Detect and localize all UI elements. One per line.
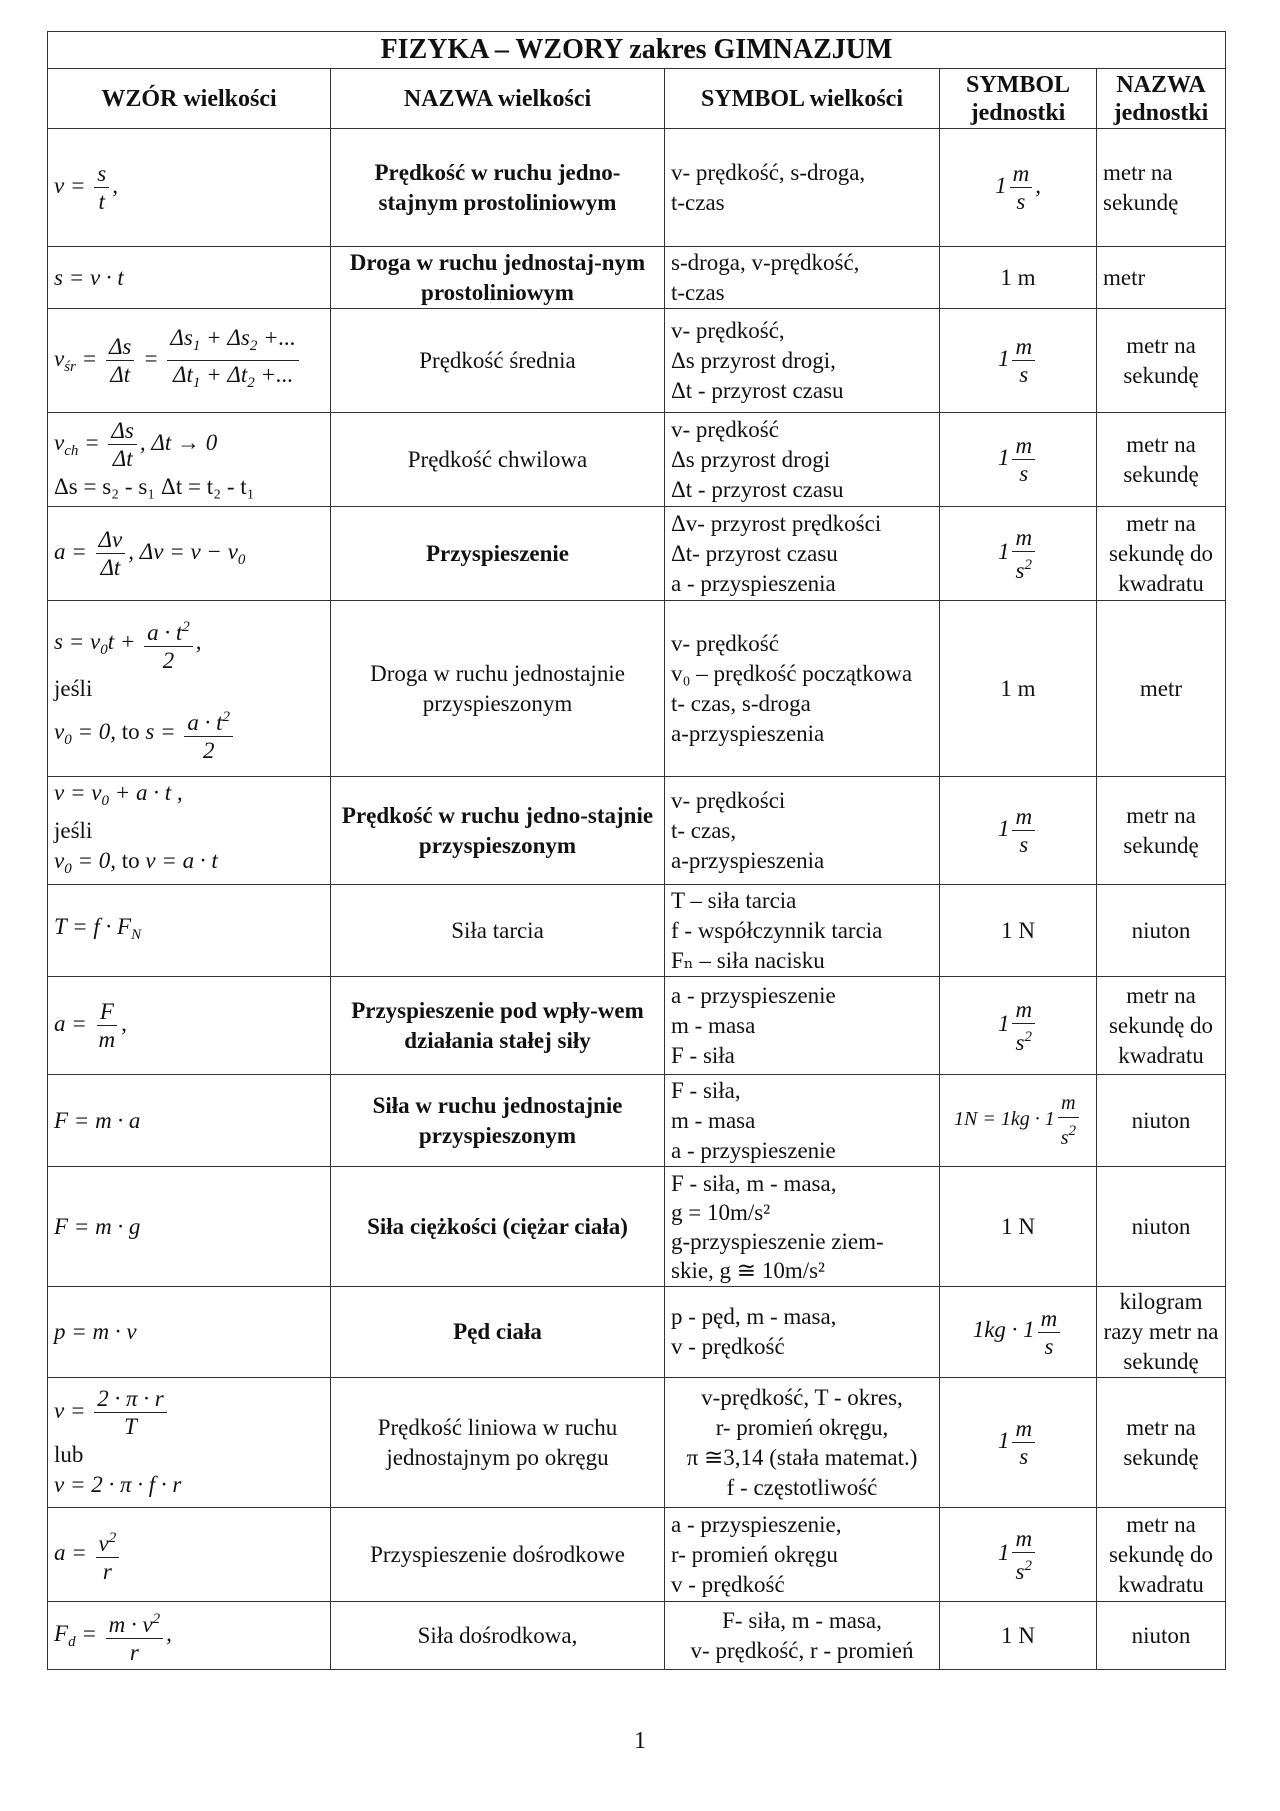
symbol-cell: a - przyspieszenie, r- promień okręgu v - prędkość [665,1508,940,1602]
formula-cell: a = $\frac{v^2}{r}$ [48,1508,331,1602]
quantity-name: Siła w ruchu jednostajnie przyspieszonym [331,1075,665,1167]
table-row [48,1075,1226,1167]
table-row [48,1378,1226,1508]
header-name: NAZWA wielkości [331,69,665,129]
table-row [48,129,1226,247]
formula-cell: F = m · a [48,1075,331,1167]
table-row [48,885,1226,977]
formula-cell: $v_{ch}$ = $\frac{\Delta s}{\Delta t}$ , Δt → 0 Δs = s₂ - s₁ Δt = t₂ - t₁ [48,413,331,507]
unit-name: metr na sekundę [1097,1378,1226,1508]
quantity-name: Prędkość w ruchu jedno-stajnie przyspieszonym [331,777,665,885]
unit-name: kilogram razy metr na sekundę [1097,1287,1226,1378]
table-row [48,601,1226,777]
unit-name: metr na sekundę [1097,777,1226,885]
unit-symbol: 1 m [940,247,1097,309]
unit-name: metr [1097,601,1226,777]
quantity-name: Pęd ciała [331,1287,665,1378]
unit-symbol: 1 $\frac{m}{s}$ [940,777,1097,885]
table-row [48,413,1226,507]
unit-name: niuton [1097,885,1226,977]
unit-name: niuton [1097,1602,1226,1670]
formula-cell: $v_{śr}$ = $\frac{\Delta s}{\Delta t}$ = $\frac{\Delta s_1 + \Delta s_2 +...}{\Delta t_1 + \Delta t_2 +...}$ [48,309,331,413]
page-number: 1 [634,1728,646,1754]
symbol-cell: v- prędkość, s-droga, t-czas [665,129,940,247]
quantity-name: Przyspieszenie [331,507,665,601]
symbol-cell: T – siła tarcia f - współczynnik tarcia Fₙ – siła nacisku [665,885,940,977]
table-row [48,977,1226,1075]
unit-symbol: 1 $\frac{m}{s^2}$ [940,507,1097,601]
table-row [48,777,1226,885]
formula-cell: $T = f \cdot F_N$ [48,885,331,977]
symbol-cell: v-prędkość, T - okres, r- promień okręgu, π ≅3,14 (stała matemat.) f - częstotliwość [665,1378,940,1508]
symbol-cell: Δv- przyrost prędkości Δt- przyrost czasu a - przyspieszenia [665,507,940,601]
symbol-cell: F- siła, m - masa, v- prędkość, r - promień [665,1602,940,1670]
quantity-name: Prędkość chwilowa [331,413,665,507]
unit-symbol: 1kg · 1 $\frac{m}{s}$ [940,1287,1097,1378]
table-row [48,507,1226,601]
quantity-name: Przyspieszenie dośrodkowe [331,1508,665,1602]
unit-symbol: 1N = 1kg · 1 $\frac{m}{s^2}$ [940,1075,1097,1167]
formula-cell: $v = v_0 + a \cdot t$ , jeśli $v_0 = 0$, to v = a · t [48,777,331,885]
formula-cell: $s = v_0t$ + $\frac{a \cdot t^2}{2}$ , jeśli $v_0 = 0$, to s = $\frac{a \cdot t^2}{2}$ [48,601,331,777]
symbol-cell: a - przyspieszenie m - masa F - siła [665,977,940,1075]
formula-cell: a = $\frac{F}{m}$ , [48,977,331,1075]
quantity-name: Przyspieszenie pod wpły-wem działania stałej siły [331,977,665,1075]
quantity-name: Siła tarcia [331,885,665,977]
header-unit-symbol: SYMBOL jednostki [940,69,1097,129]
symbol-cell: v- prędkości t- czas, a-przyspieszenia [665,777,940,885]
unit-symbol: 1 $\frac{m}{s^2}$ [940,1508,1097,1602]
unit-symbol: 1 $\frac{m}{s^2}$ [940,977,1097,1075]
table-row [48,1508,1226,1602]
header-symbol: SYMBOL wielkości [665,69,940,129]
unit-name: niuton [1097,1075,1226,1167]
header-row [48,69,1226,129]
unit-name: metr na sekundę [1097,309,1226,413]
table-row [48,1167,1226,1287]
unit-name: metr na sekundę [1097,129,1226,247]
formula-cell: a = $\frac{\Delta v}{\Delta t}$ , $\Delta v = v - v_0$ [48,507,331,601]
symbol-cell: v- prędkość v₀ – prędkość początkowa t- czas, s-droga a-przyspieszenia [665,601,940,777]
title-row [48,32,1226,69]
quantity-name: Prędkość liniowa w ruchu jednostajnym po okręgu [331,1378,665,1508]
symbol-cell: s-droga, v-prędkość, t-czas [665,247,940,309]
quantity-name: Prędkość średnia [331,309,665,413]
table-row [48,247,1226,309]
unit-symbol: 1 m [940,601,1097,777]
unit-name: metr na sekundę do kwadratu [1097,977,1226,1075]
symbol-cell: F - siła, m - masa a - przyspieszenie [665,1075,940,1167]
page-title: FIZYKA – WZORY zakres GIMNAZJUM [48,32,1226,69]
unit-name: metr na sekundę do kwadratu [1097,1508,1226,1602]
quantity-name: Siła dośrodkowa, [331,1602,665,1670]
condition-word: jeśli [54,817,93,843]
table-row [48,1287,1226,1378]
unit-symbol: 1 $\frac{m}{s}$ [940,309,1097,413]
unit-name: metr [1097,247,1226,309]
quantity-name: Droga w ruchu jednostajnie przyspieszonym [331,601,665,777]
condition-word: jeśli [54,675,93,701]
unit-symbol: 1 N [940,1167,1097,1287]
table-row [48,309,1226,413]
symbol-cell: v- prędkość, Δs przyrost drogi, Δt - przyrost czasu [665,309,940,413]
formula-cell: s = v · t [48,247,331,309]
unit-name: metr na sekundę do kwadratu [1097,507,1226,601]
formula-sheet [47,31,1225,1670]
formula-table [47,31,1226,1670]
unit-symbol: 1 N [940,1602,1097,1670]
table-row [48,1602,1226,1670]
condition-word: lub [54,1442,84,1467]
quantity-name: Siła ciężkości (ciężar ciała) [331,1167,665,1287]
formula-cell: $F_d$ = $\frac{m \cdot v^2}{r}$ , [48,1602,331,1670]
unit-symbol: 1 N [940,885,1097,977]
unit-name: metr na sekundę [1097,413,1226,507]
unit-symbol: 1 $\frac{m}{s}$ [940,1378,1097,1508]
unit-name: niuton [1097,1167,1226,1287]
delta-definitions: Δs = s₂ - s₁ Δt = t₂ - t₁ [54,474,255,499]
header-unit-name: NAZWA jednostki [1097,69,1226,129]
symbol-cell: F - siła, m - masa, g = 10m/s² g-przyspieszenie ziem- skie, g ≅ 10m/s² [665,1167,940,1287]
quantity-name: Prędkość w ruchu jedno-stajnym prostoliniowym [331,129,665,247]
formula-cell: v = $\frac{s}{t}$ , [48,129,331,247]
formula-cell: p = m · v [48,1287,331,1378]
formula-cell: F = m · g [48,1167,331,1287]
symbol-cell: v- prędkość Δs przyrost drogi Δt - przyrost czasu [665,413,940,507]
header-formula: WZÓR wielkości [48,69,331,129]
symbol-cell: p - pęd, m - masa, v - prędkość [665,1287,940,1378]
unit-symbol: 1 $\frac{m}{s}$ , [940,129,1097,247]
unit-symbol: 1 $\frac{m}{s}$ [940,413,1097,507]
quantity-name: Droga w ruchu jednostaj-nym prostoliniowym [331,247,665,309]
formula-cell: v = $\frac{2 \cdot \pi \cdot r}{T}$ lub v = 2 · π · f · r [48,1378,331,1508]
